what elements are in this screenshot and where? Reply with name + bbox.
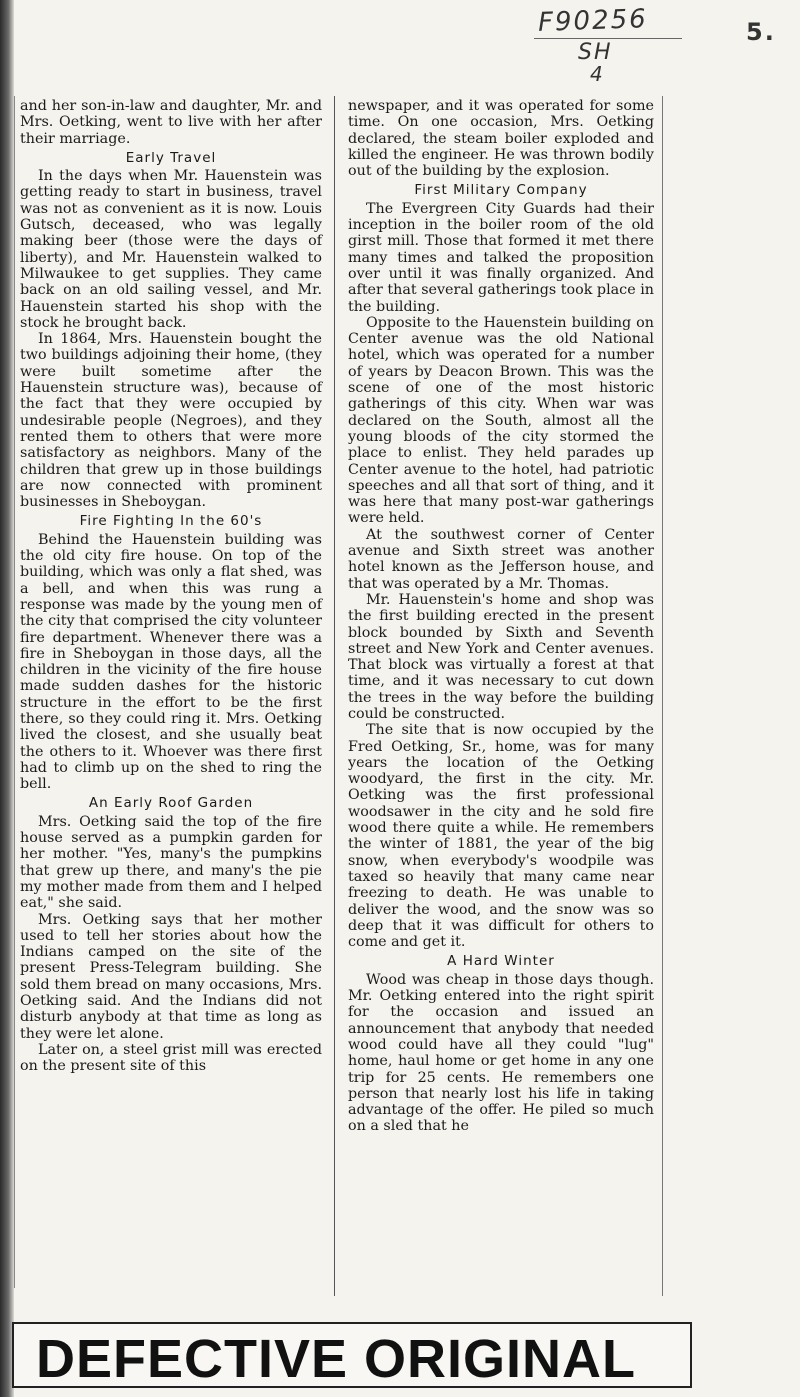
- article-paragraph: In the days when Mr. Hauenstein was getting ready to start in business, travel was not as convenient as it is now. Louis Gutsch, deceased, who was legally making beer (those were the days of liberty), and Mr. Hauenstein walked to Milwaukee to get supplies. They came back on an old sailing vessel, and Mr. Hauenstein started his shop with the stock he brought back.: [20, 168, 322, 331]
- column-rule-center: [334, 96, 335, 1296]
- article-paragraph: Opposite to the Hauenstein building on Center avenue was the old National hotel, which was operated for a number of years by Deacon Brown. This was the scene of one of the most historic gatherings of this city. When war was declared on the South, almost all the young bloods of the city stormed the place to enlist. They held parades up Center avenue to the hotel, had patriotic speeches and all that sort of thing, and it was here that many post-war gatherings were held.: [348, 314, 654, 527]
- article-paragraph: Wood was cheap in those days though. Mr. Oetking entered into the right spirit for the occasion and issued an announcement that anybody that needed wood could have all they could "lug" home, haul home or get home in any one trip for 25 cents. He remembers one person that nearly lost his life in taking advantage of the offer. He piled so much on a sled that he: [348, 971, 654, 1135]
- section-heading: An Early Roof Garden: [88, 795, 254, 812]
- article-paragraph: In 1864, Mrs. Hauenstein bought the two buildings adjoining their home, (they were built sometime after the Hauenstein structure was), because of the fact that they were occupied by undesirable people (Negroes), and they rented them to others that were more satisfactory as neighbors. Many of the children that grew up in those buildings are now connected with prominent businesses in Sheboygan.: [20, 331, 322, 511]
- article-paragraph: Behind the Hauenstein building was the old city fire house. On top of the building, which was only a flat shed, was a bell, and when this was rung a response was made by the young men of the city that comprised the city volunteer fire department. Whenever there was a fire in Sheboygan in those days, all the children in the vicinity of the fire house made sudden dashes for the historic structure in the effort to be the first there, so they could ring it. Mrs. Oetking lived the closest, and she usually beat the others to it. Whoever was there first had to climb up on the shed to ring the bell.: [20, 531, 322, 793]
- article-paragraph: Mr. Hauenstein's home and shop was the first building erected in the present block bounded by Sixth and Seventh street and New York and Center avenues. That block was virtually a forest at that time, and it was necessary to cut down the trees in the way before the building could be constructed.: [348, 591, 654, 722]
- reference-underline: [534, 38, 682, 39]
- article-paragraph: The site that is now occupied by the Fred Oetking, Sr., home, was for many years the location of the Oetking woodyard, the first in the city. Mr. Oetking was the first professional woodsawer in the city and he sold fire wood there quite a while. He remembers the winter of 1881, the year of the big snow, when everybody's woodpile was taxed so heavily that many came near freezing to death. He was unable to deliver the wood, and the snow was so deep that it was difficult for others to come and get it.: [348, 722, 654, 951]
- section-heading: A Hard Winter: [447, 953, 555, 970]
- article-paragraph: and her son-in-law and daughter, Mr. and Mrs. Oetking, went to live with her after their marriage.: [20, 98, 322, 147]
- article-column-right: [348, 98, 654, 1135]
- article-paragraph: Mrs. Oetking said the top of the fire house served as a pumpkin garden for her mother. "Yes, many's the pumpkins that grew up there, and many's the pie my mother made from them and I helped eat," she said.: [20, 813, 322, 912]
- article-paragraph: Later on, a steel grist mill was erected on the present site of this: [20, 1041, 322, 1075]
- section-heading: First Military Company: [414, 182, 588, 199]
- scan-edge-shadow: [0, 0, 14, 1397]
- page-number-handwritten: 5.: [746, 18, 776, 46]
- column-rule-right: [662, 96, 663, 1296]
- article-paragraph: newspaper, and it was operated for some time. On one occasion, Mrs. Oetking declared, the steam boiler exploded and killed the engineer. He was thrown bodily out of the building by the explosion.: [348, 98, 654, 180]
- article-paragraph: At the southwest corner of Center avenue and Sixth street was another hotel known as the Jefferson house, and that was operated by a Mr. Thomas.: [348, 526, 654, 592]
- defective-original-banner: [12, 1322, 692, 1388]
- article-paragraph: Mrs. Oetking says that her mother used to tell her stories about how the Indians camped on the site of the present Press-Telegram building. She sold them bread on many occasions, Mrs. Oetking said. And the Indians did not disturb anybody at that time as long as they were let alone.: [20, 911, 322, 1042]
- article-paragraph: The Evergreen City Guards had their inception in the boiler room of the old girst mill. Those that formed it met there many times and talked the proposition over until it was finally organized. And after that several gatherings took place in the building.: [348, 200, 654, 315]
- column-rule-left: [14, 96, 15, 1288]
- sheet-label-handwritten: SH: [578, 40, 613, 65]
- section-heading: Early Travel: [125, 149, 217, 166]
- sheet-number-handwritten: 4: [590, 62, 605, 86]
- banner-text: DEFECTIVE ORIGINAL: [36, 1329, 637, 1389]
- reference-code-handwritten: F90256: [537, 4, 649, 38]
- article-column-left: [20, 98, 322, 1075]
- section-heading: Fire Fighting In the 60's: [79, 513, 263, 530]
